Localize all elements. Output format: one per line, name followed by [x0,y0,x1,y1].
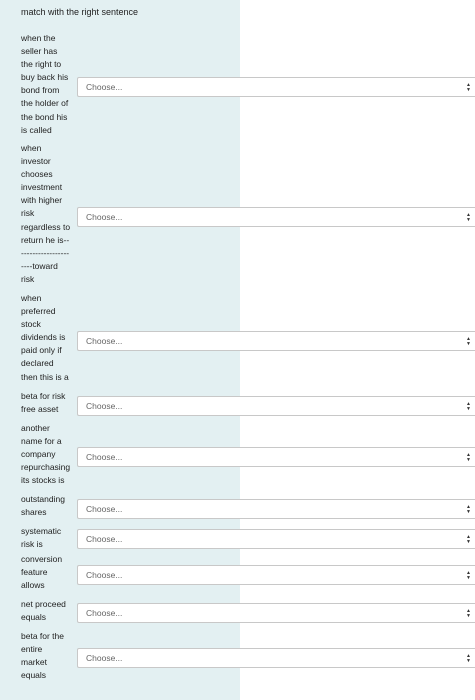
chevron-up-down-icon: ▲ ▼ [466,607,471,619]
answer-select-8[interactable] [77,565,475,585]
chevron-up-down-icon: ▲ ▼ [466,652,471,664]
question-label-8: conversion feature allows [21,554,63,591]
select-value-7: Choose... [86,534,123,544]
answer-select-1[interactable] [77,77,475,97]
select-value-8: Choose... [86,570,123,580]
select-value-5: Choose... [86,452,123,462]
select-value-4: Choose... [86,401,123,411]
answer-select-6[interactable] [77,499,475,519]
chevron-up-down-icon: ▲ ▼ [466,451,471,463]
question-label-2: when investor chooses investment with higher risk regardless to return he is-- ----------------- ----toward risk [21,143,71,284]
question-label-10: beta for the entire market equals [21,631,65,681]
select-value-3: Choose... [86,336,123,346]
answer-select-3[interactable] [77,331,475,351]
question-label-6: outstanding shares [21,494,65,518]
question-label-9: net proceed equals [21,599,66,623]
answer-select-9[interactable] [77,603,475,623]
answer-select-5[interactable] [77,447,475,467]
chevron-up-down-icon: ▲ ▼ [466,335,471,347]
chevron-up-down-icon: ▲ ▼ [466,211,471,223]
answer-select-10[interactable] [77,648,475,668]
question-label-1: when the seller has the right to buy back his bond from the holder of the bond his is called [21,33,69,135]
chevron-up-down-icon: ▲ ▼ [466,569,471,581]
select-value-2: Choose... [86,212,123,222]
question-label-3: when preferred stock dividends is paid only if declared then this is a [21,293,69,382]
question-label-4: beta for risk free asset [21,391,66,415]
select-value-6: Choose... [86,504,123,514]
select-value-1: Choose... [86,82,123,92]
question-label-7: systematic risk is [21,526,62,550]
chevron-up-down-icon: ▲ ▼ [466,533,471,545]
answer-select-4[interactable] [77,396,475,416]
chevron-up-down-icon: ▲ ▼ [466,503,471,515]
answer-select-7[interactable] [77,529,475,549]
chevron-up-down-icon: ▲ ▼ [466,81,471,93]
instruction-text: match with the right sentence [21,7,139,17]
select-value-10: Choose... [86,653,123,663]
answer-select-2[interactable] [77,207,475,227]
chevron-up-down-icon: ▲ ▼ [466,400,471,412]
question-label-5: another name for a company repurchasing its stocks is [21,423,71,486]
select-value-9: Choose... [86,608,123,618]
